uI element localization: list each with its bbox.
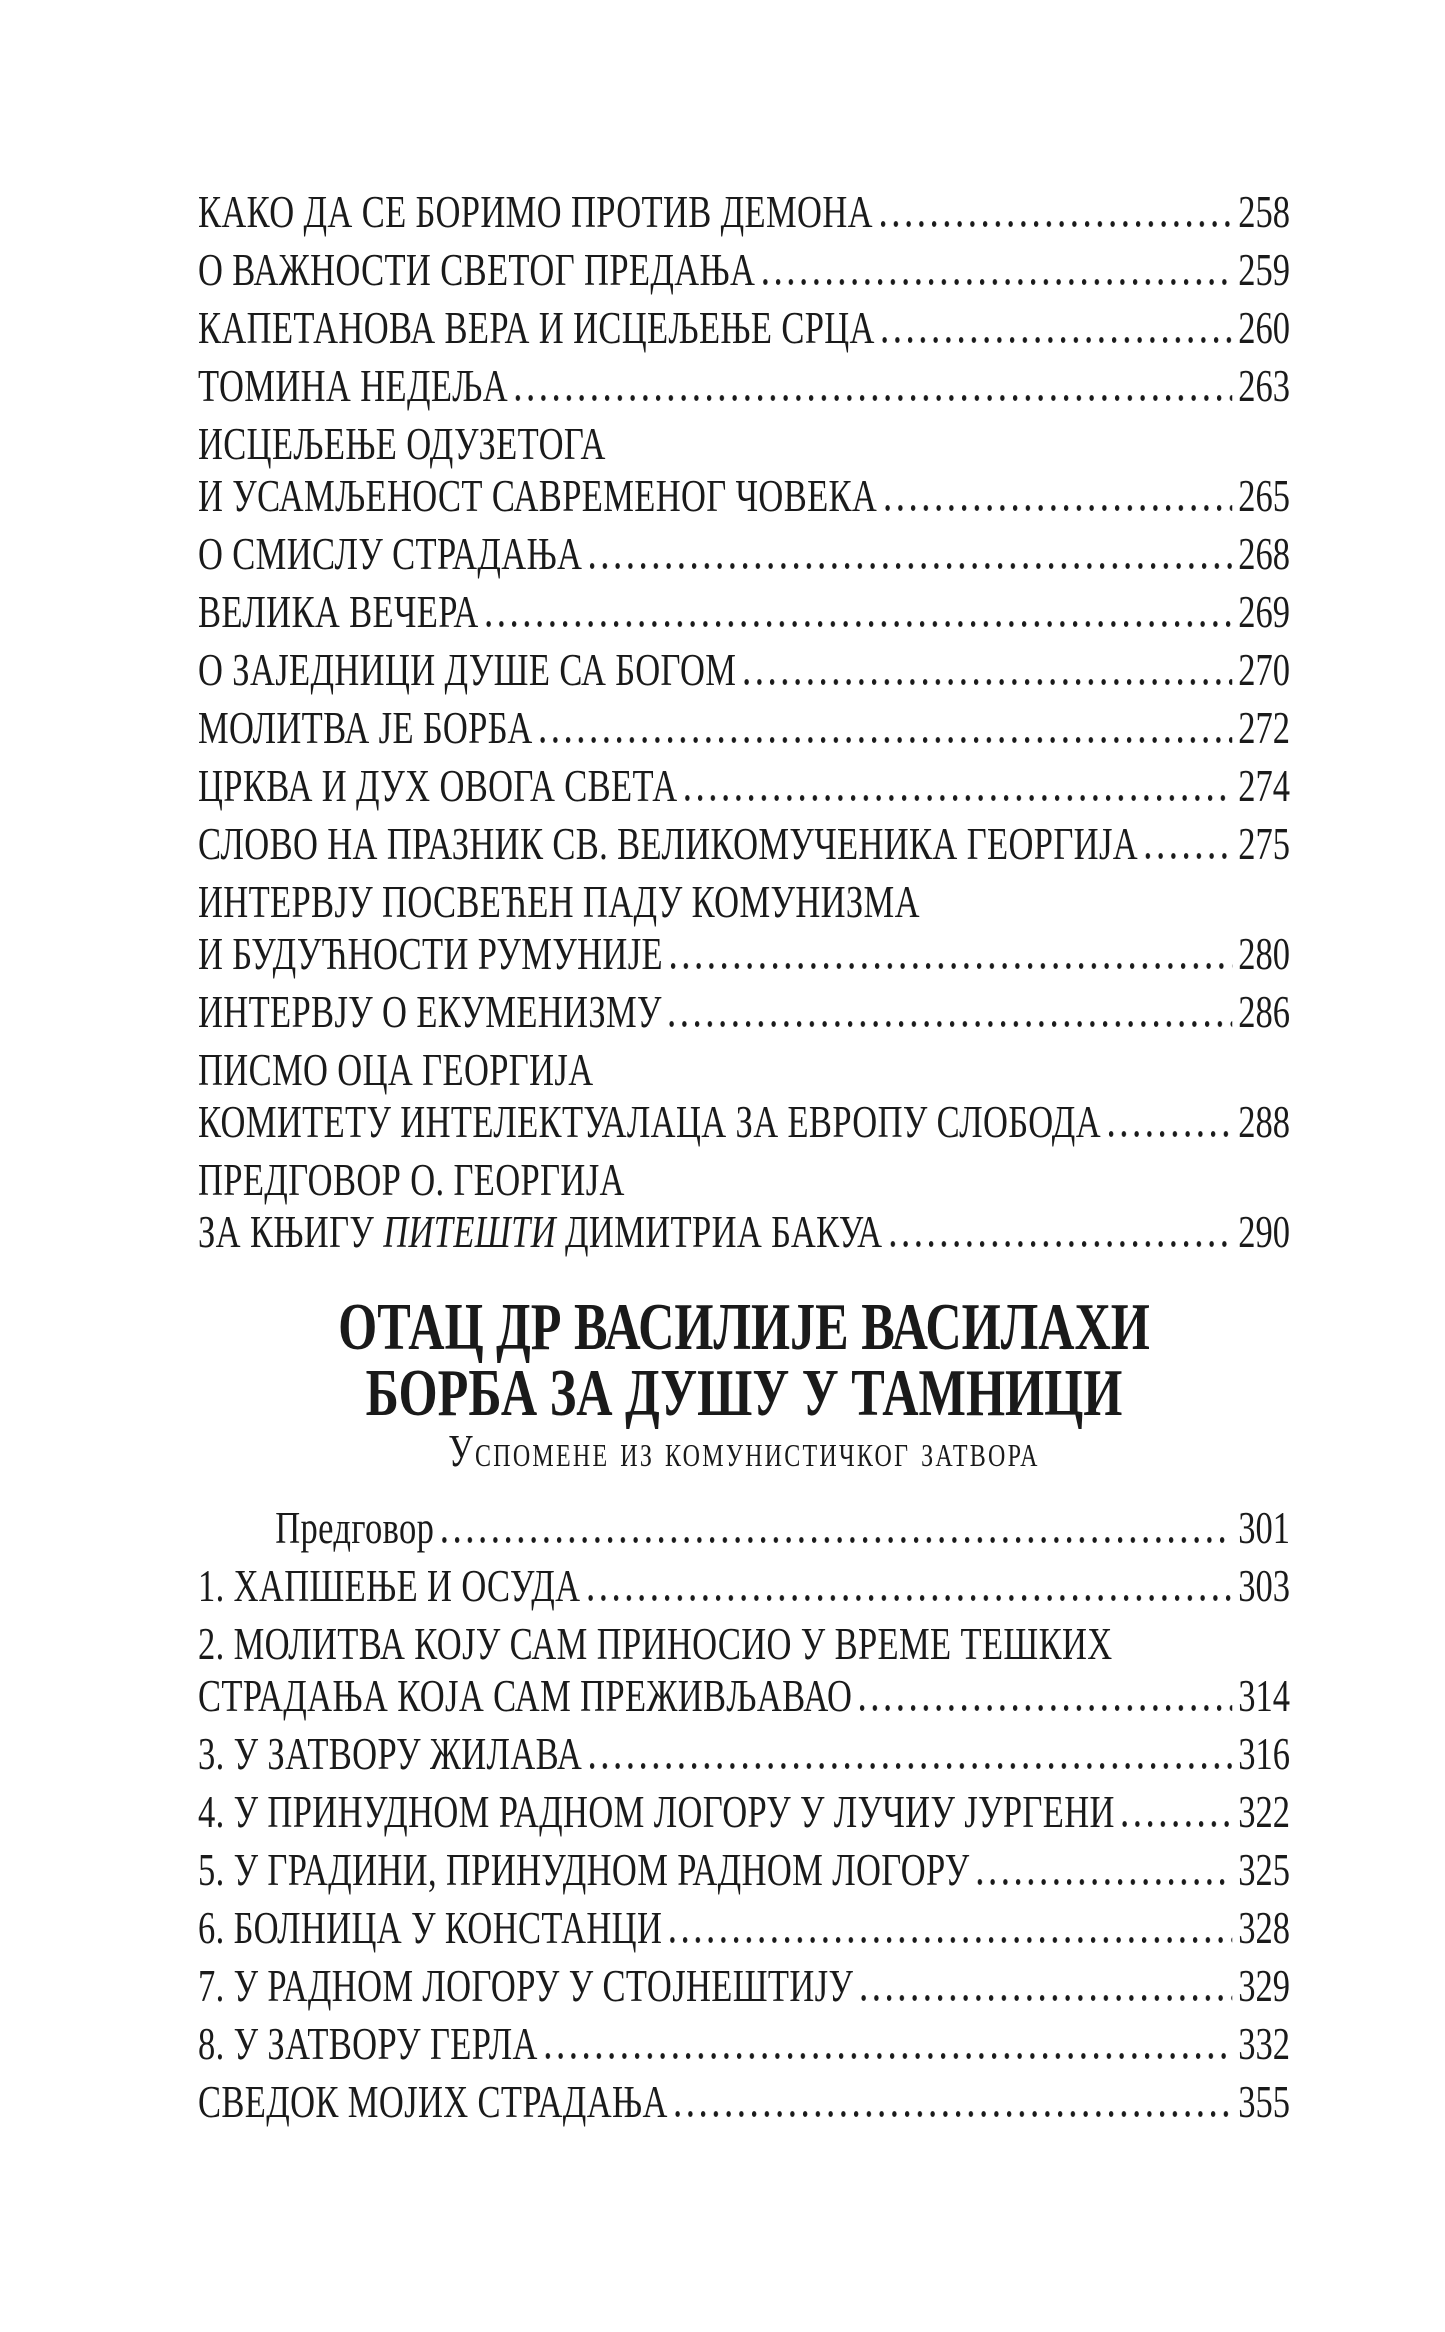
toc-page-number: 268 [1238,528,1290,579]
toc-entry-title: 5. У ГРАДИНИ, ПРИНУДНОМ РАДНОМ ЛОГОРУ [198,1844,970,1895]
toc-entry-title: О ЗАЈЕДНИЦИ ДУШЕ СА БОГОМ [198,644,737,695]
toc-entry-title: 1. ХАПШЕЊЕ И ОСУДА [198,1560,581,1611]
toc-page-number: 269 [1238,586,1290,637]
toc-entry [198,1786,1290,1838]
toc-entry-title: ЦРКВА И ДУХ ОВОГА СВЕТА [198,760,678,811]
toc-line [198,1844,1290,1896]
toc-entry-title: КАПЕТАНОВА ВЕРА И ИСЦЕЉЕЊЕ СРЦА [198,302,875,353]
toc-line [198,760,1290,812]
toc-line [198,244,1290,296]
dot-leader [763,279,1232,285]
toc-line [198,986,1290,1038]
dot-leader [590,563,1232,569]
toc-entry [198,1960,1290,2012]
toc-page-number: 314 [1238,1670,1290,1721]
dot-leader [890,1241,1232,1247]
toc-page-number: 322 [1238,1786,1290,1837]
toc-line [198,1960,1290,2012]
section-title-heading: БОРБА ЗА ДУШУ У ТАМНИЦИ [365,1356,1123,1430]
section-author-heading: ОТАЦ ДР ВАСИЛИЈЕ ВАСИЛАХИ [338,1290,1150,1364]
section-heading [198,1290,1290,1476]
toc-entry-title: ИСЦЕЉЕЊЕ ОДУЗЕТОГА [198,418,606,469]
toc-page-number: 316 [1238,1728,1290,1779]
toc-page-number: 301 [1238,1502,1290,1553]
toc-entry [198,360,1290,412]
dot-leader [1122,1821,1232,1827]
toc-entry-title: ПИСМО ОЦА ГЕОРГИЈА [198,1044,594,1095]
toc-title-segment: ДИМИТРИА БАКУА [556,1206,883,1257]
dot-leader [545,2053,1232,2059]
toc-page-number: 303 [1238,1560,1290,1611]
dot-leader [588,1595,1232,1601]
toc-section-1-entries [198,186,1290,1258]
toc-entry [198,418,1290,522]
toc-line [198,528,1290,580]
toc-line [198,1502,1290,1554]
toc-line [198,470,1290,522]
toc-page-number: 290 [1238,1206,1290,1257]
toc-page-number: 288 [1238,1096,1290,1147]
toc-entry-title: И УСАМЉЕНОСТ САВРЕМЕНОГ ЧОВЕКА [198,470,878,521]
toc-entry-title: ИНТЕРВЈУ ПОСВЕЋЕН ПАДУ КОМУНИЗМА [198,876,920,927]
toc-line [198,1728,1290,1780]
toc-entry-title: КОМИТЕТУ ИНТЕЛЕКТУАЛАЦА ЗА ЕВРОПУ СЛОБОДА [198,1096,1101,1147]
dot-leader [590,1763,1233,1769]
toc-page-number: 274 [1238,760,1290,811]
toc-entry [198,1560,1290,1612]
toc-entry-title: Предговор [275,1502,435,1553]
toc-entry [198,986,1290,1038]
toc-section-2-entries [198,1502,1290,2128]
toc-entry [198,760,1290,812]
toc-entry [198,586,1290,638]
dot-leader [882,337,1232,343]
toc-line [198,2018,1290,2070]
dot-leader [1146,853,1233,859]
toc-entry [198,1502,1290,1554]
toc-entry [198,1154,1290,1258]
toc-line [198,644,1290,696]
toc-page-number: 332 [1238,2018,1290,2069]
toc-entry-title: И БУДУЋНОСТИ РУМУНИЈЕ [198,928,663,979]
toc-line [198,1786,1290,1838]
dot-leader [885,505,1233,511]
dot-leader [1109,1131,1233,1137]
section-subtitle: Успомене из комунистичког затвора [448,1425,1040,1476]
toc-entry [198,1044,1290,1148]
toc-line [198,418,1290,470]
toc-entry [198,818,1290,870]
dot-leader [880,221,1232,227]
dot-leader [744,679,1232,685]
toc-entry-title: КАКО ДА СЕ БОРИМО ПРОТИВ ДЕМОНА [198,186,873,237]
toc-line [198,1902,1290,1954]
toc-entry-title: 3. У ЗАТВОРУ ЖИЛАВА [198,1728,583,1779]
toc-entry [198,1618,1290,1722]
toc-entry-title [198,1206,882,1258]
dot-leader [861,1995,1232,2001]
toc-page-number: 260 [1238,302,1290,353]
toc-line [198,1206,1290,1258]
toc-entry-title: СВЕДОК МОЈИХ СТРАДАЊА [198,2076,668,2127]
toc-page-number: 275 [1238,818,1290,869]
toc-page-number: 258 [1238,186,1290,237]
toc-entry-title: О СМИСЛУ СТРАДАЊА [198,528,583,579]
toc-entry [198,186,1290,238]
toc-line [198,1670,1290,1722]
toc-entry-title: СТРАДАЊА КОЈА САМ ПРЕЖИВЉАВАО [198,1670,853,1721]
toc-entry-title: 2. МОЛИТВА КОЈУ САМ ПРИНОСИО У ВРЕМЕ ТЕШКИХ [198,1618,1113,1669]
dot-leader [516,395,1233,401]
toc-entry [198,1902,1290,1954]
toc-line [198,818,1290,870]
toc-entry [198,2076,1290,2128]
toc-entry [198,528,1290,580]
toc-line [198,1096,1290,1148]
toc-title-italic-segment: ПИТЕШТИ [383,1206,557,1257]
table-of-contents [198,0,1290,2134]
toc-entry [198,2018,1290,2070]
toc-entry [198,244,1290,296]
toc-title-segment: ЗА КЊИГУ [198,1206,384,1257]
toc-entry [198,876,1290,980]
toc-line [198,876,1290,928]
toc-entry-title: 4. У ПРИНУДНОМ РАДНОМ ЛОГОРУ У ЛУЧИУ ЈУРГЕНИ [198,1786,1115,1837]
toc-line [198,586,1290,638]
dot-leader [670,963,1232,969]
toc-page-number: 329 [1238,1960,1290,2011]
toc-line [198,186,1290,238]
dot-leader [685,795,1232,801]
toc-page-number: 286 [1238,986,1290,1037]
toc-entry [198,644,1290,696]
dot-leader [860,1705,1233,1711]
toc-line [198,302,1290,354]
toc-page-number: 263 [1238,360,1290,411]
toc-entry-title: МОЛИТВА ЈЕ БОРБА [198,702,533,753]
dot-leader [670,1937,1232,1943]
toc-line [198,928,1290,980]
dot-leader [977,1879,1232,1885]
dot-leader [486,621,1232,627]
toc-entry-title: 6. БОЛНИЦА У КОНСТАНЦИ [198,1902,663,1953]
toc-entry [198,1844,1290,1896]
toc-page-number: 328 [1238,1902,1290,1953]
toc-line [198,360,1290,412]
toc-entry [198,1728,1290,1780]
toc-line [198,2076,1290,2128]
toc-entry-title: 8. У ЗАТВОРУ ГЕРЛА [198,2018,538,2069]
toc-entry-title: СЛОВО НА ПРАЗНИК СВ. ВЕЛИКОМУЧЕНИКА ГЕОРГИЈА [198,818,1139,869]
toc-page-number: 325 [1238,1844,1290,1895]
toc-line [198,1560,1290,1612]
toc-line [198,1618,1290,1670]
toc-entry [198,302,1290,354]
toc-line [198,1044,1290,1096]
toc-page-number: 259 [1238,244,1290,295]
toc-entry [198,702,1290,754]
toc-page-number: 272 [1238,702,1290,753]
toc-line [198,702,1290,754]
toc-page-number: 270 [1238,644,1290,695]
dot-leader [540,737,1232,743]
toc-page-number: 280 [1238,928,1290,979]
toc-entry-title: ВЕЛИКА ВЕЧЕРА [198,586,479,637]
toc-entry-title: 7. У РАДНОМ ЛОГОРУ У СТОЈНЕШТИЈУ [198,1960,854,2011]
dot-leader [669,1021,1232,1027]
dot-leader [675,2111,1232,2117]
toc-page-number: 355 [1238,2076,1290,2127]
toc-page-number: 265 [1238,470,1290,521]
toc-entry-title: О ВАЖНОСТИ СВЕТОГ ПРЕДАЊА [198,244,756,295]
toc-entry-title: ПРЕДГОВОР О. ГЕОРГИЈА [198,1154,625,1205]
toc-entry-title: ИНТЕРВЈУ О ЕКУМЕНИЗМУ [198,986,662,1037]
toc-entry-title: ТОМИНА НЕДЕЉА [198,360,509,411]
dot-leader [442,1537,1232,1543]
toc-line [198,1154,1290,1206]
